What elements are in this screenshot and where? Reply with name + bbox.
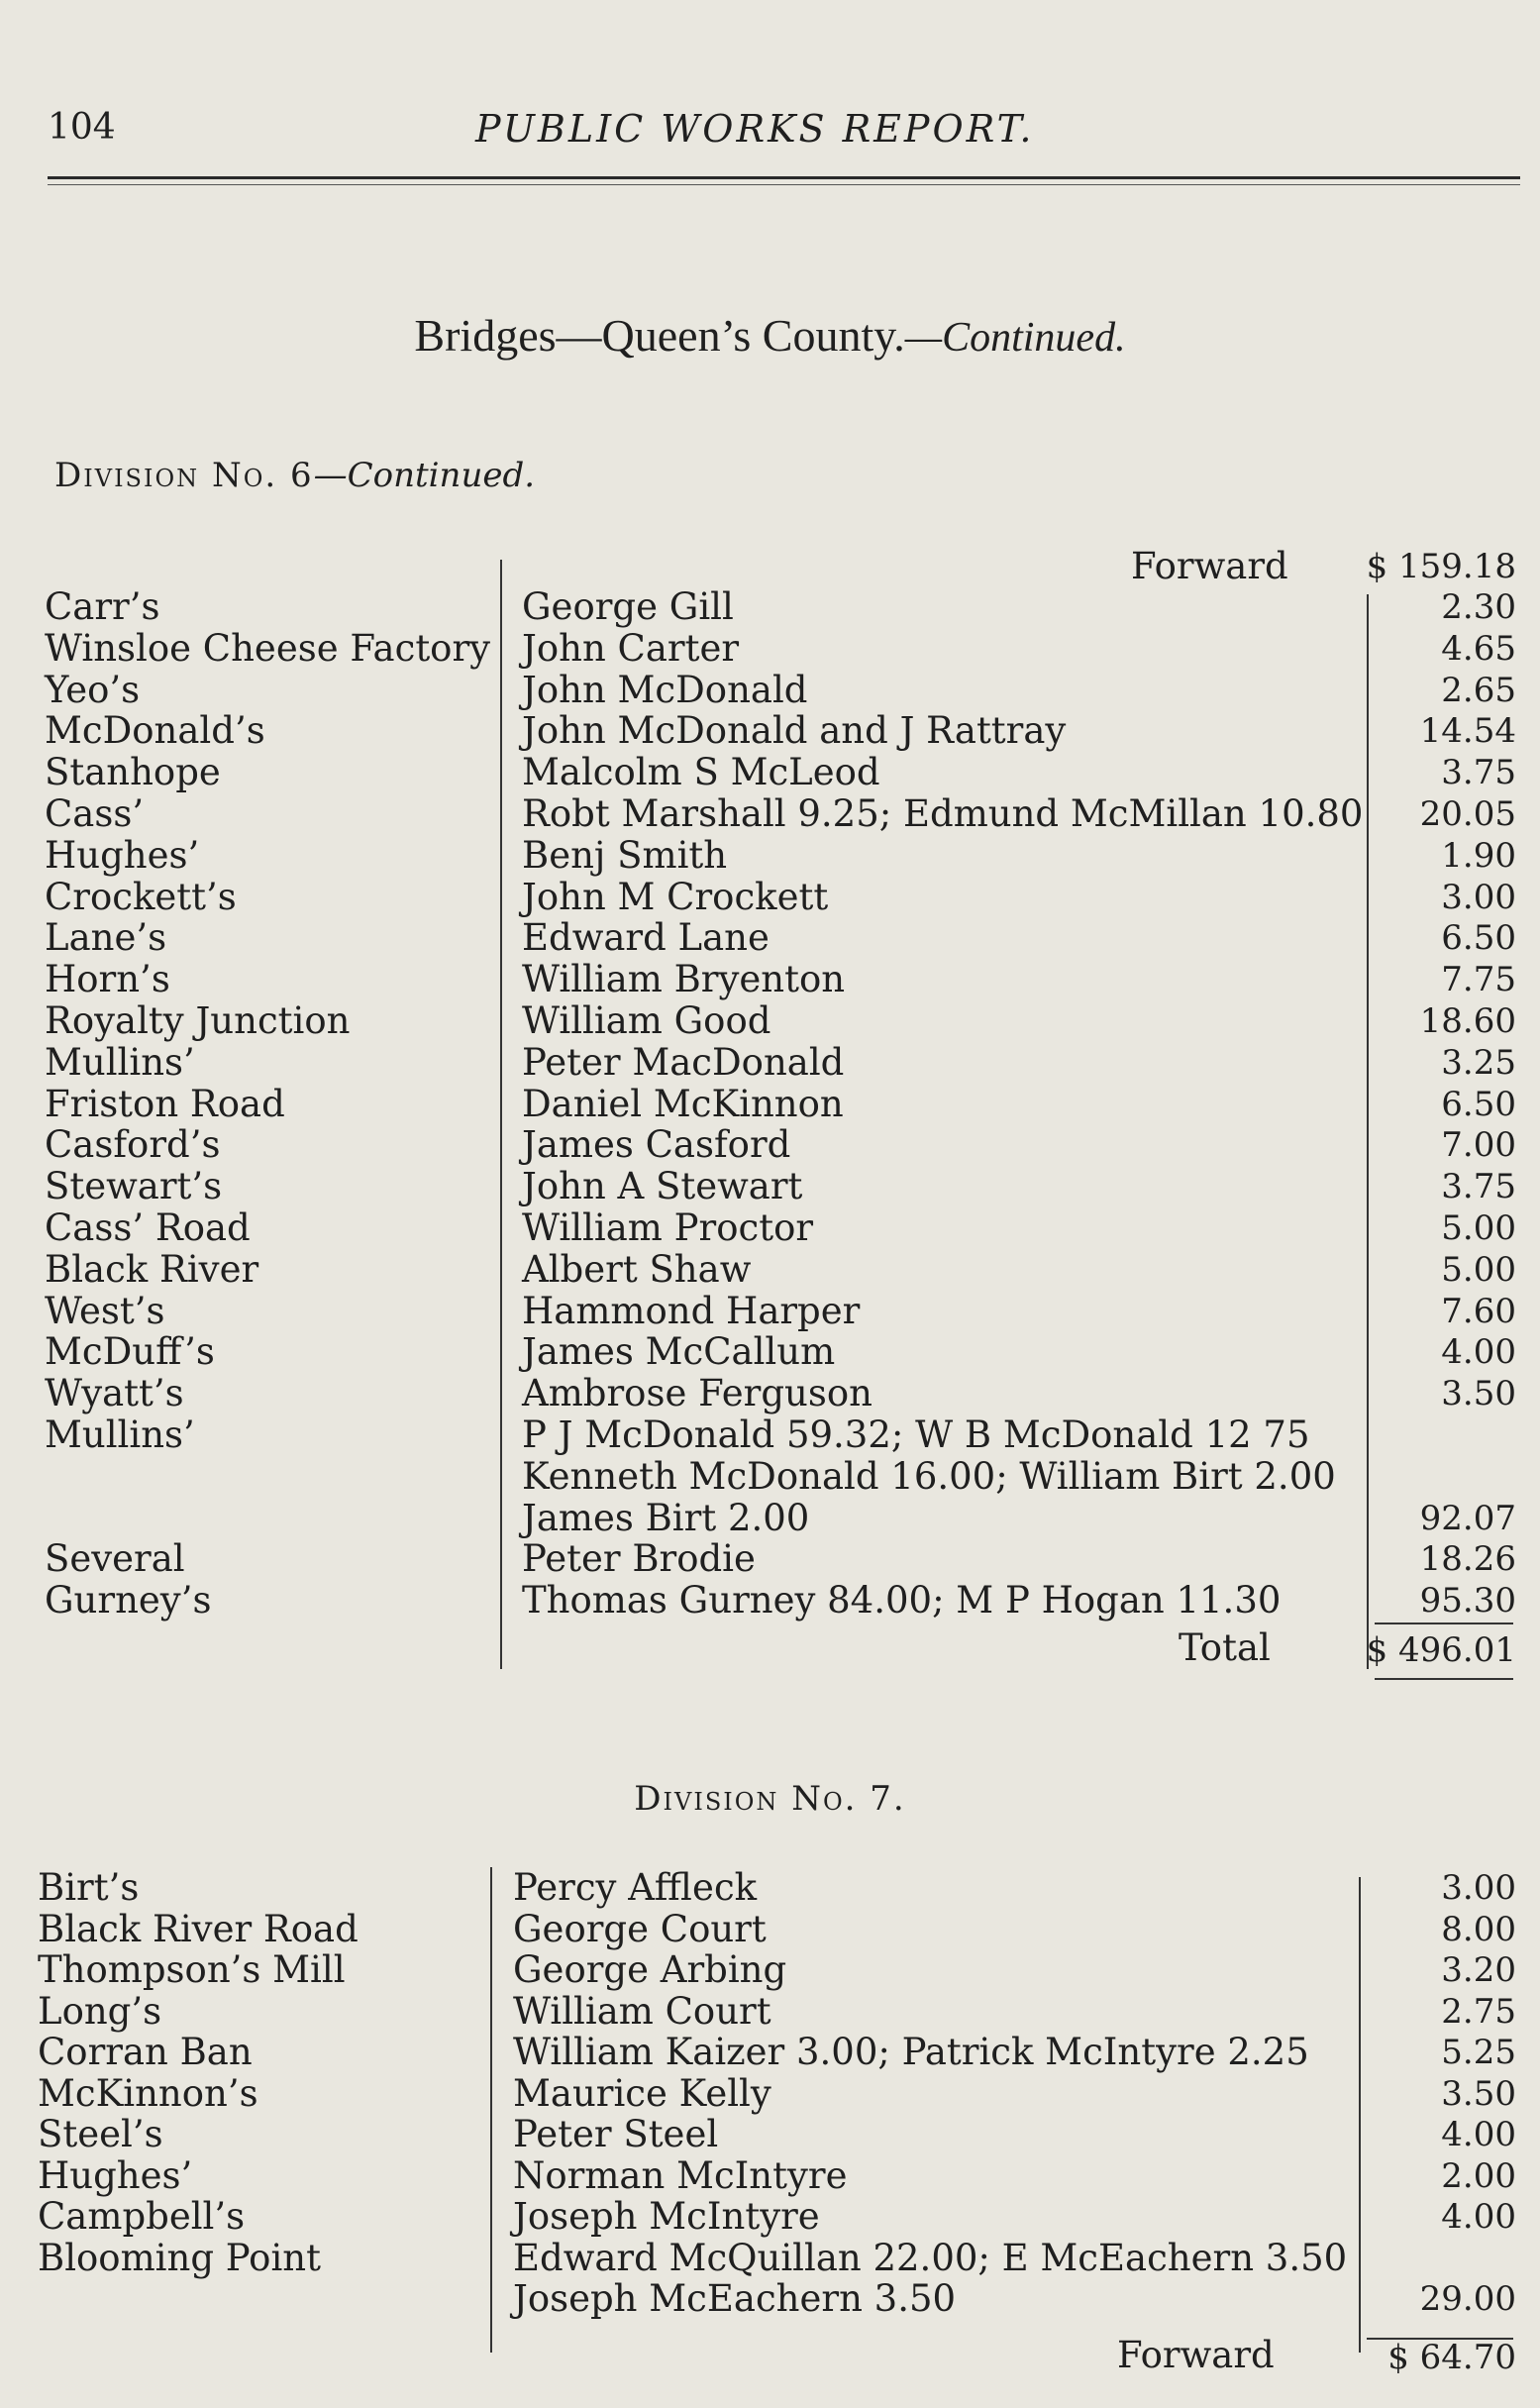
table-row <box>0 1949 1540 1991</box>
table-row <box>0 1084 1540 1125</box>
table-row <box>0 1867 1540 1909</box>
table-row <box>0 959 1540 1000</box>
payee-name: Peter Brodie <box>522 1537 756 1581</box>
bridge-name: Lane’s <box>45 916 167 960</box>
column-divider-left <box>500 560 502 1669</box>
amount: 2.30 <box>1441 587 1516 627</box>
table-row <box>0 2155 1540 2197</box>
bridge-name: Mullins’ <box>45 1413 195 1456</box>
amount: 3.25 <box>1441 1042 1516 1083</box>
bridge-name: McDuff’s <box>45 1330 215 1374</box>
table-row <box>0 835 1540 877</box>
forward-label-7: Forward <box>1117 2334 1275 2376</box>
payee-name: Peter Steel <box>513 2113 719 2155</box>
amount: 92.07 <box>1419 1498 1516 1538</box>
amount: 2.65 <box>1441 670 1516 710</box>
column-divider-right <box>1367 594 1369 1669</box>
bridge-name: Wyatt’s <box>45 1372 184 1415</box>
page-number: 104 <box>48 107 116 148</box>
payee-name: Malcolm S McLeod <box>522 751 880 794</box>
bridge-name: Carr’s <box>45 585 160 628</box>
bridge-name: Casford’s <box>45 1123 221 1167</box>
payee-name: Benj Smith <box>522 833 728 877</box>
amount: 14.54 <box>1419 711 1516 752</box>
table-row <box>0 670 1540 711</box>
amount: 2.75 <box>1441 1991 1516 2032</box>
payee-name: George Court <box>513 1907 767 1950</box>
table-row <box>0 1373 1540 1414</box>
running-title: PUBLIC WORKS REPORT. <box>475 107 1035 151</box>
payee-name: William Court <box>513 1989 771 2033</box>
table-row <box>0 628 1540 670</box>
payee-name: Daniel McKinnon <box>522 1082 844 1125</box>
forward-amount-7: $ 64.70 <box>1387 2338 1516 2377</box>
amount: 3.75 <box>1441 1167 1516 1207</box>
amount: 2.00 <box>1441 2155 1516 2196</box>
section-title-main: Bridges—Queen’s County. <box>414 310 905 361</box>
amount: 5.25 <box>1441 2033 1516 2072</box>
amount: 7.75 <box>1441 960 1516 1000</box>
table-row <box>0 2238 1540 2279</box>
payee-name: Hammond Harper <box>522 1289 861 1332</box>
payee-name: Percy Affleck <box>513 1866 758 1909</box>
bridge-name: Thompson’s Mill <box>38 1948 346 1991</box>
payee-name: John M Crockett <box>522 875 829 918</box>
payee-name: George Gill <box>522 585 734 628</box>
amount: 3.00 <box>1441 877 1516 917</box>
bridge-name: Winsloe Cheese Factory <box>45 626 491 670</box>
table-row <box>0 1991 1540 2033</box>
payee-name: John McDonald and J Rattray <box>522 709 1067 753</box>
amount: 4.00 <box>1441 1332 1516 1373</box>
total-label: Total <box>1179 1626 1271 1669</box>
bridge-name: Campbell’s <box>38 2195 246 2238</box>
amount: 8.00 <box>1441 1909 1516 1949</box>
forward-amount: $ 159.18 <box>1366 547 1516 586</box>
section-title-continued: —Continued. <box>904 315 1126 361</box>
table-row <box>0 2114 1540 2155</box>
amount: 29.00 <box>1419 2279 1516 2319</box>
division-7-heading-text: Division No. 7. <box>634 1779 906 1819</box>
total-rule <box>1375 1678 1513 1680</box>
amount: 6.50 <box>1441 918 1516 959</box>
payee-name: James Casford <box>522 1123 791 1167</box>
table-row <box>0 1456 1540 1498</box>
payee-name: Albert Shaw <box>522 1247 752 1291</box>
bridge-name: Hughes’ <box>45 833 200 877</box>
bridge-name: West’s <box>45 1289 165 1332</box>
payee-name: Ambrose Ferguson <box>522 1372 873 1415</box>
payee-name: Maurice Kelly <box>513 2071 771 2115</box>
bridge-name: Blooming Point <box>38 2236 321 2279</box>
table-row <box>0 1249 1540 1291</box>
payee-name: John Carter <box>522 626 740 670</box>
table-row <box>0 2196 1540 2238</box>
total-amount: $ 496.01 <box>1366 1630 1516 1670</box>
table-row <box>0 1207 1540 1249</box>
bridge-name: Several <box>45 1537 185 1581</box>
amount: 18.60 <box>1419 1001 1516 1041</box>
payee-name: Thomas Gurney 84.00; M P Hogan 11.30 <box>522 1579 1282 1623</box>
bridge-name: Mullins’ <box>45 1040 195 1084</box>
amount: 5.00 <box>1441 1208 1516 1248</box>
payee-name: John McDonald <box>522 668 808 711</box>
column-divider-left-7 <box>490 1867 492 2353</box>
payee-name: Joseph McIntyre <box>513 2195 820 2238</box>
payee-name: Edward Lane <box>522 916 770 960</box>
table-row <box>0 1538 1540 1580</box>
amount: 7.60 <box>1441 1291 1516 1331</box>
table-row <box>0 1909 1540 1950</box>
amount: 20.05 <box>1419 794 1516 834</box>
bridge-name: Long’s <box>38 1989 162 2033</box>
division-7-heading <box>0 1779 1540 1819</box>
payee-name: William Kaizer 3.00; Patrick McIntyre 2.25 <box>513 2031 1309 2073</box>
table-row <box>0 1166 1540 1207</box>
table-row <box>0 1580 1540 1622</box>
payee-name: John A Stewart <box>522 1165 803 1208</box>
amount: 3.00 <box>1441 1868 1516 1908</box>
table-row <box>0 752 1540 793</box>
division-6-heading <box>54 456 535 495</box>
amount: 5.00 <box>1441 1249 1516 1290</box>
payee-name: James Birt 2.00 <box>522 1496 810 1539</box>
bridge-name: Steel’s <box>38 2113 163 2155</box>
payee-name: George Arbing <box>513 1948 787 1991</box>
bridge-name: Friston Road <box>45 1082 285 1125</box>
amount: 4.00 <box>1441 2115 1516 2154</box>
table-row <box>0 1291 1540 1332</box>
bridge-name: Stewart’s <box>45 1165 223 1208</box>
payee-name: Edward McQuillan 22.00; E McEachern 3.50 <box>513 2236 1348 2279</box>
table-row <box>0 1331 1540 1373</box>
table-row <box>0 1124 1540 1166</box>
payee-name: Robt Marshall 9.25; Edmund McMillan 10.80 <box>522 792 1364 835</box>
payee-name: Norman McIntyre <box>513 2153 848 2197</box>
table-row <box>0 586 1540 628</box>
amount: 6.50 <box>1441 1084 1516 1124</box>
payee-name: William Proctor <box>522 1206 814 1249</box>
bridge-name: Stanhope <box>45 751 221 794</box>
amount: 95.30 <box>1419 1581 1516 1622</box>
amount: 18.26 <box>1419 1539 1516 1580</box>
amount: 4.00 <box>1441 2197 1516 2237</box>
table-row <box>0 793 1540 835</box>
division-6-heading-main: Division No. 6 <box>54 456 314 495</box>
bridge-name: Royalty Junction <box>45 999 351 1042</box>
table-row <box>0 1498 1540 1539</box>
table-row <box>0 877 1540 918</box>
amount: 1.90 <box>1441 835 1516 876</box>
payee-name: William Good <box>522 999 771 1042</box>
payee-name: Joseph McEachern 3.50 <box>513 2277 957 2320</box>
payee-name: Peter MacDonald <box>522 1040 845 1084</box>
amount: 3.50 <box>1441 1374 1516 1414</box>
amount: 4.65 <box>1441 628 1516 669</box>
amount: 7.00 <box>1441 1125 1516 1166</box>
table-row <box>0 917 1540 959</box>
table-row <box>0 2032 1540 2073</box>
bridge-name: Hughes’ <box>38 2153 193 2197</box>
payee-name: Kenneth McDonald 16.00; William Birt 2.00 <box>522 1454 1336 1498</box>
division-6-heading-continued: —Continued. <box>313 456 536 495</box>
sum-rule <box>1375 1623 1513 1624</box>
payee-name: William Bryenton <box>522 958 846 1001</box>
header-rule <box>48 176 1520 179</box>
forward-label: Forward <box>1131 545 1288 587</box>
bridge-name: Cass’ <box>45 792 145 835</box>
bridge-name: Crockett’s <box>45 875 237 918</box>
amount: 3.20 <box>1441 1950 1516 1990</box>
bridge-name: Black River Road <box>38 1907 359 1950</box>
bridge-name: Black River <box>45 1247 259 1291</box>
amount: 3.75 <box>1441 753 1516 793</box>
column-divider-right-7 <box>1359 1877 1361 2353</box>
table-row <box>0 2278 1540 2320</box>
bridge-name: McDonald’s <box>45 709 265 753</box>
bridge-name: Yeo’s <box>45 668 141 711</box>
bridge-name: Birt’s <box>38 1866 140 1909</box>
table-row <box>0 710 1540 752</box>
payee-name: P J McDonald 59.32; W B McDonald 12 75 <box>522 1413 1310 1456</box>
bridge-name: Gurney’s <box>45 1579 212 1623</box>
bridge-name: Cass’ Road <box>45 1206 251 1249</box>
table-row <box>0 1414 1540 1456</box>
table-row <box>0 1000 1540 1042</box>
bridge-name: Horn’s <box>45 958 170 1001</box>
bridge-name: McKinnon’s <box>38 2071 258 2115</box>
header-rule-thin <box>48 184 1520 185</box>
table-row <box>0 1042 1540 1084</box>
section-title <box>0 309 1540 362</box>
payee-name: James McCallum <box>522 1330 836 1374</box>
amount: 3.50 <box>1441 2073 1516 2114</box>
table-row <box>0 2073 1540 2115</box>
bridge-name: Corran Ban <box>38 2031 253 2073</box>
